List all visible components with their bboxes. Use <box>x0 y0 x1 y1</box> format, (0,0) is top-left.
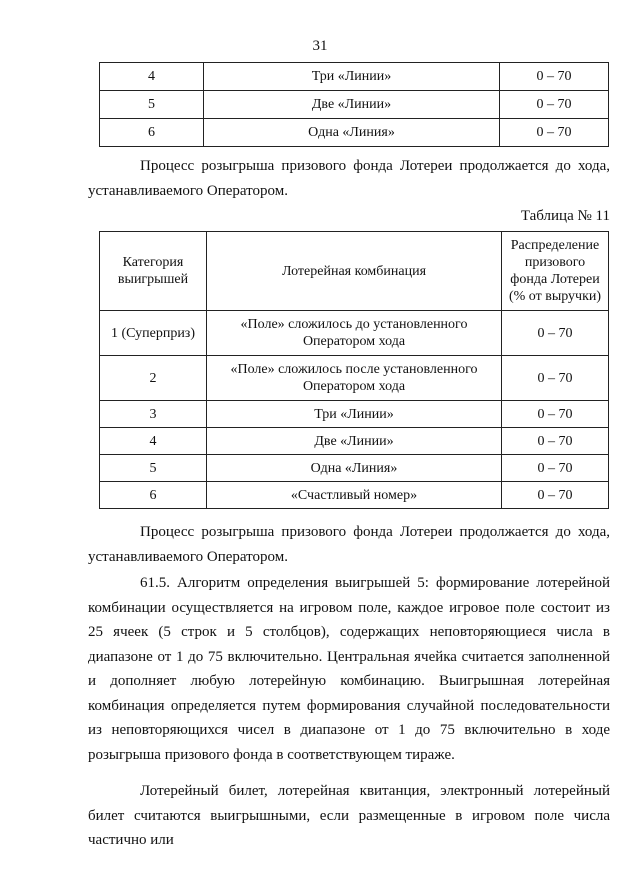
table-row <box>100 428 609 455</box>
table-cell: 4 <box>100 428 207 455</box>
table-cell: 0 – 70 <box>500 119 609 147</box>
prize-table <box>99 231 609 509</box>
table-header-row <box>100 232 609 311</box>
table-row <box>100 119 609 147</box>
continued-table <box>99 62 609 147</box>
paragraph: Лотерейный билет, лотерейная квитанция, электронный лотерейный билет считаются выигрышными, если размещенные в игровом поле числа частично или <box>88 783 610 848</box>
paragraph: 61.5. Алгоритм определения выигрышей 5: формирование лотерейной комбинации осуществляется на игровом поле, каждое игровое поле состоит из 25 ячеек (5 строк и 5 столбцов), содержащих неповторяющиеся числа в диапазоне от 1 до 75 включительно. Центральная ячейка считается заполненной и дополняет любую лотерейную комбинацию. Выигрышная лотерейная комбинация определяется путем формирования случайной последовательности из неповторяющихся чисел в диапазоне от 1 до 75 включительно в ходе розыгрыша призового фонда в соответствующем тираже. <box>88 575 610 763</box>
table-cell: 0 – 70 <box>500 91 609 119</box>
table-cell: 0 – 70 <box>502 356 609 401</box>
table-cell: Одна «Линия» <box>204 119 500 147</box>
table-cell: 1 (Суперприз) <box>100 311 207 356</box>
table-cell: 6 <box>100 482 207 509</box>
table-cell: 3 <box>100 401 207 428</box>
paragraph: Процесс розыгрыша призового фонда Лотереи продолжается до хода, устанавливаемого Оператором. <box>88 524 610 565</box>
table-cell: 0 – 70 <box>502 482 609 509</box>
paragraph: Процесс розыгрыша призового фонда Лотереи продолжается до хода, устанавливаемого Оператором. <box>88 158 610 199</box>
table-cell: Одна «Линия» <box>207 455 502 482</box>
table-cell: 0 – 70 <box>502 428 609 455</box>
table-cell: «Поле» сложилось до установленного Оператором хода <box>207 311 502 356</box>
table-cell: 4 <box>100 63 204 91</box>
table-cell: 0 – 70 <box>500 63 609 91</box>
table-row <box>100 482 609 509</box>
table-row <box>100 311 609 356</box>
table-cell: 0 – 70 <box>502 311 609 356</box>
column-header: Распределение призового фонда Лотереи (% от выручки) <box>502 232 609 311</box>
table-row <box>100 356 609 401</box>
page-number: 31 <box>312 38 328 54</box>
table-cell: Две «Линии» <box>204 91 500 119</box>
table-row <box>100 401 609 428</box>
table-cell: «Счастливый номер» <box>207 482 502 509</box>
column-header: Категория выигрышей <box>100 232 207 311</box>
table-caption: Таблица № 11 <box>520 208 610 224</box>
table-cell: Три «Линии» <box>207 401 502 428</box>
table-cell: 5 <box>100 91 204 119</box>
table-cell: Две «Линии» <box>207 428 502 455</box>
table-row <box>100 91 609 119</box>
column-header: Лотерейная комбинация <box>207 232 502 311</box>
table-cell: 6 <box>100 119 204 147</box>
table-cell: «Поле» сложилось после установленного Оператором хода <box>207 356 502 401</box>
table-cell: 5 <box>100 455 207 482</box>
table-cell: 0 – 70 <box>502 401 609 428</box>
table-cell: 0 – 70 <box>502 455 609 482</box>
table-row <box>100 455 609 482</box>
table-row <box>100 63 609 91</box>
table-cell: 2 <box>100 356 207 401</box>
table-cell: Три «Линии» <box>204 63 500 91</box>
